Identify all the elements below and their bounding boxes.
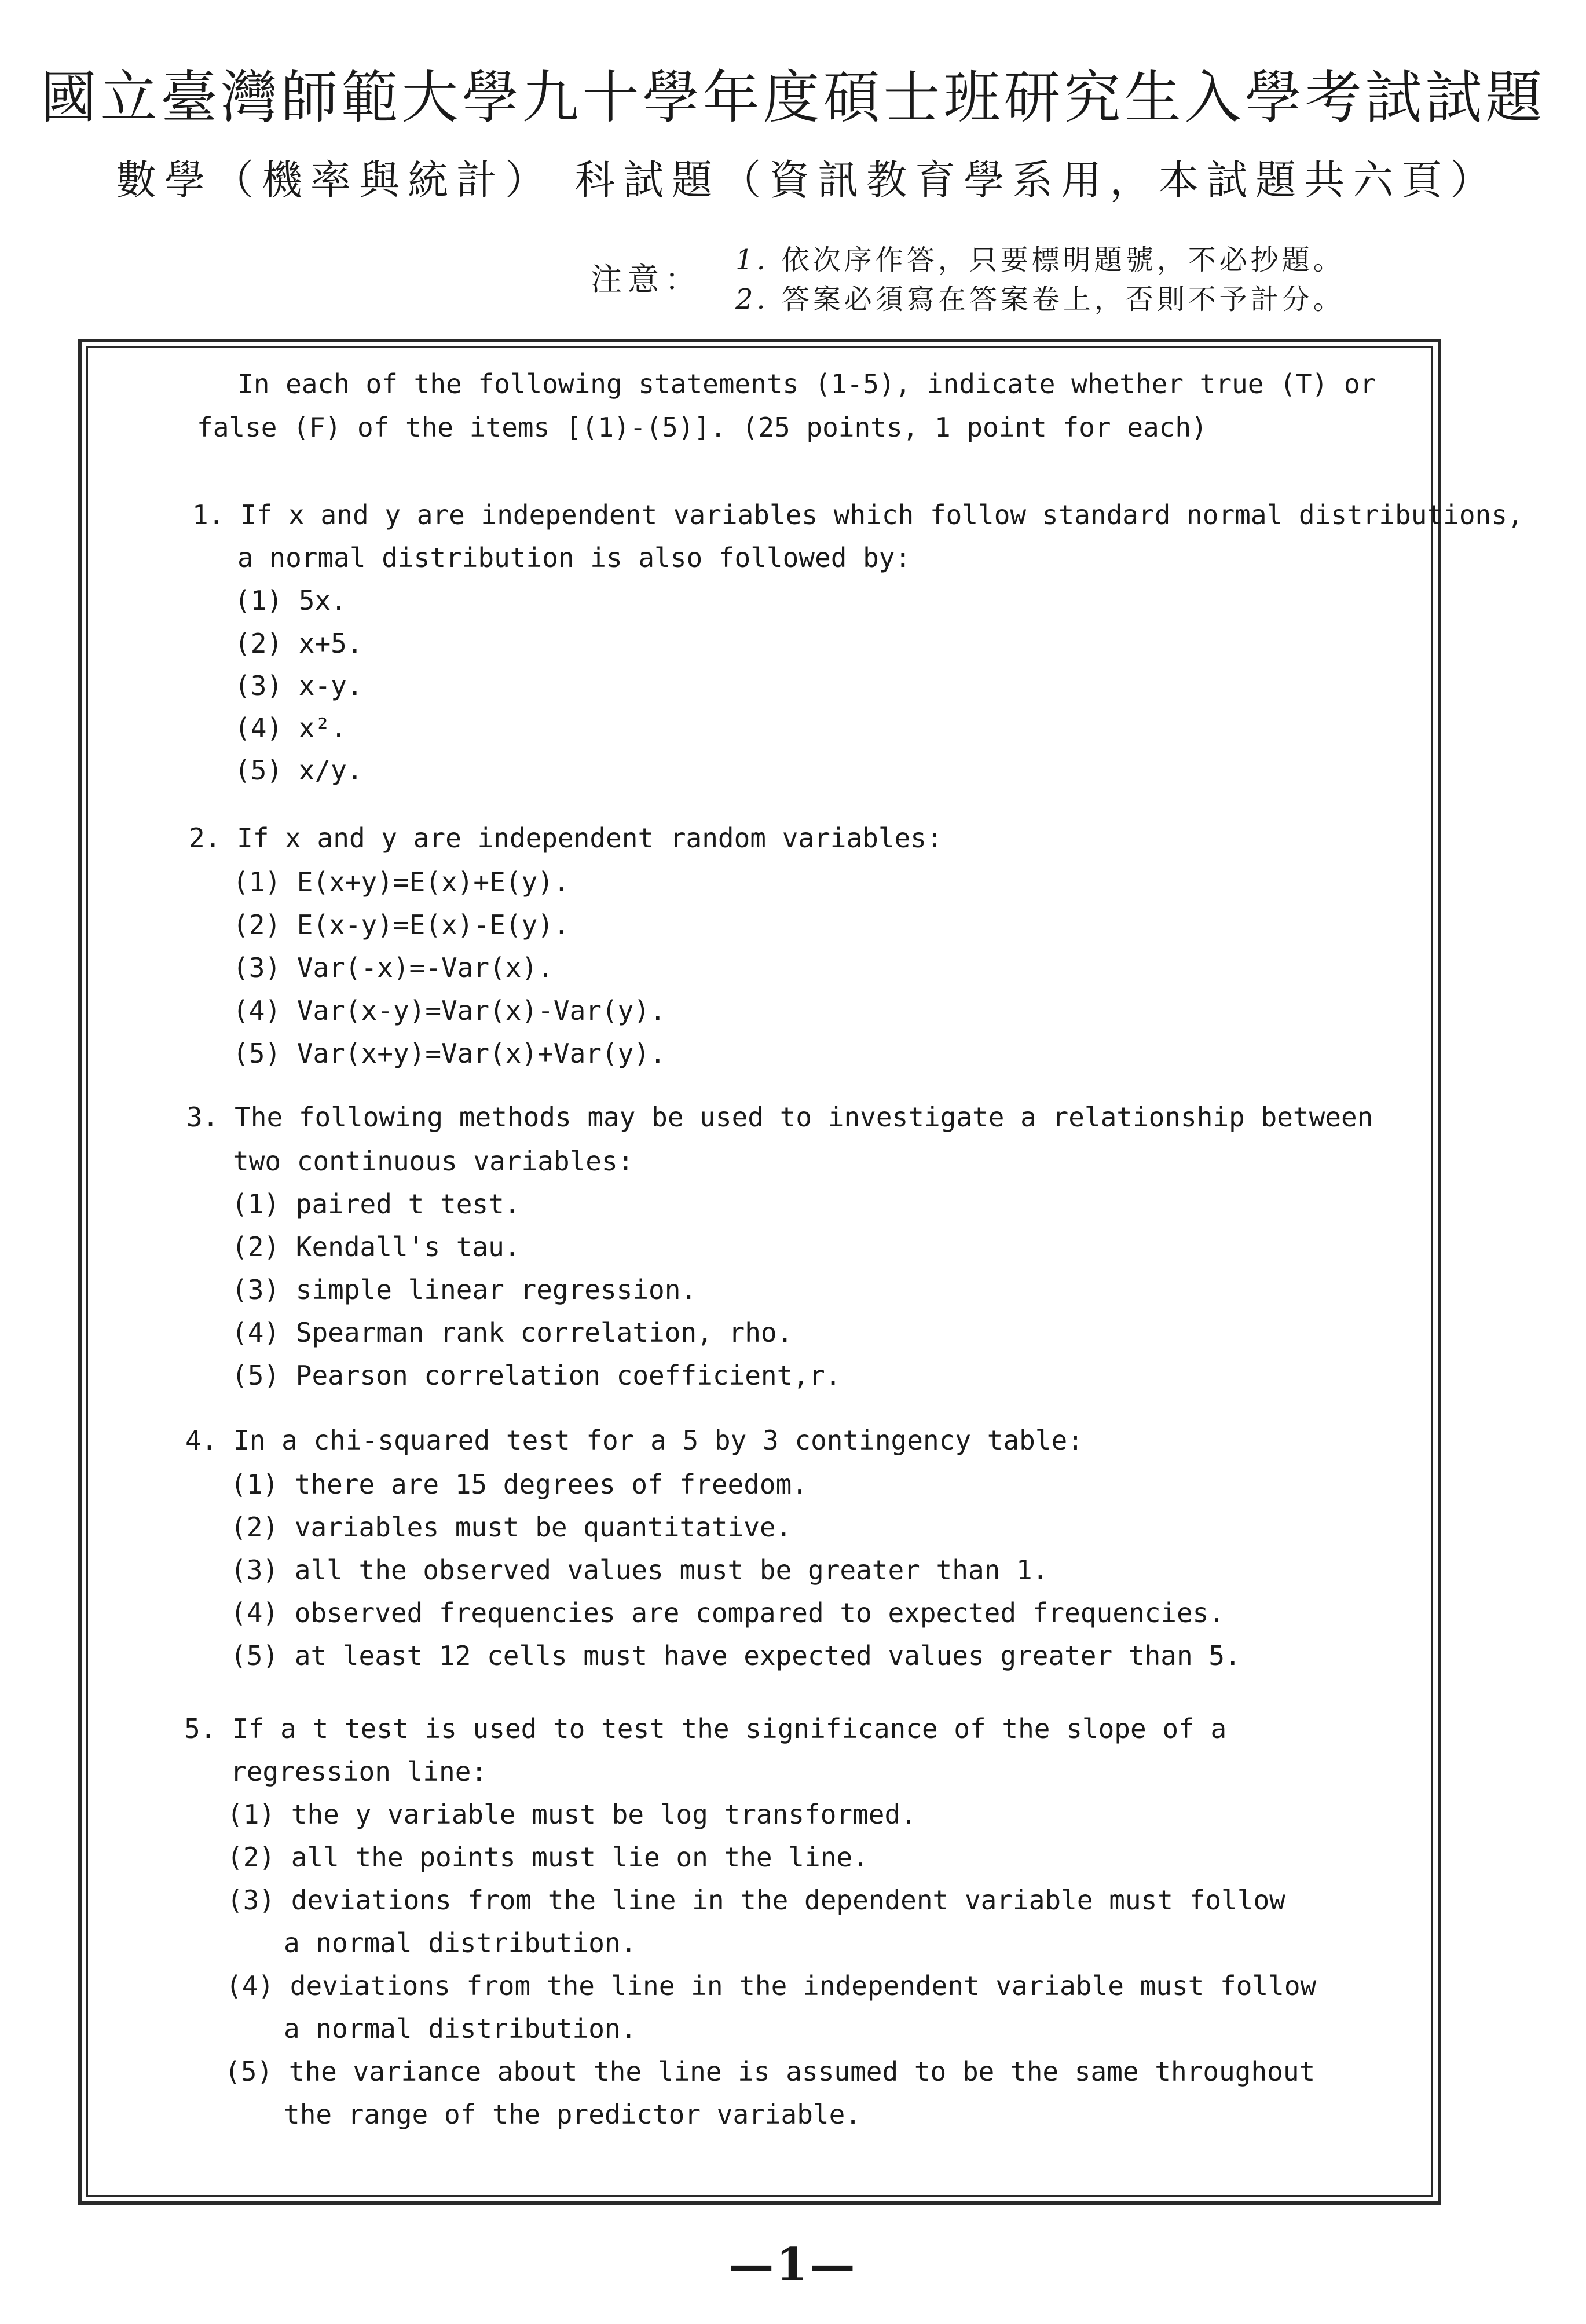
question-2-stem: 2. If x and y are independent random variables:	[189, 822, 943, 854]
question-5-stem: regression line:	[230, 1756, 488, 1787]
question-1-option: (2) x+5.	[235, 628, 363, 659]
question-5-option-continuation: a normal distribution.	[284, 1927, 637, 1959]
notice-item-text: 依次序作答，只要標明題號，不必抄題。	[781, 244, 1345, 276]
question-4-option: (1) there are 15 degrees of freedom.	[230, 1469, 808, 1500]
question-1-option: (1) 5x.	[235, 585, 347, 616]
question-4-stem: 4. In a chi-squared test for a 5 by 3 contingency table:	[185, 1425, 1083, 1456]
question-5-option: (4) deviations from the line in the independent variable must follow	[226, 1970, 1317, 2001]
question-5-option-continuation: a normal distribution.	[284, 2013, 637, 2044]
notice-item	[735, 237, 1345, 277]
question-2-option: (5) Var(x+y)=Var(x)+Var(y).	[233, 1038, 666, 1069]
notice-item-text: 答案必須寫在答案卷上，否則不予計分。	[781, 283, 1345, 316]
question-5-option: (5) the variance about the line is assumed to be the same throughout	[225, 2056, 1316, 2087]
question-1-option: (3) x-y.	[235, 670, 363, 701]
question-2-option: (1) E(x+y)=E(x)+E(y).	[233, 866, 570, 898]
question-5-option-continuation: the range of the predictor variable.	[284, 2099, 861, 2130]
question-3-option: (4) Spearman rank correlation, rho.	[232, 1317, 793, 1348]
question-5-option: (2) all the points must lie on the line.	[227, 1842, 869, 1873]
question-5-stem: 5. If a t test is used to test the significance of the slope of a	[184, 1713, 1227, 1744]
question-3-option: (1) paired t test.	[232, 1188, 521, 1220]
question-2-option: (4) Var(x-y)=Var(x)-Var(y).	[233, 995, 666, 1026]
question-5-option: (1) the y variable must be log transformed.	[227, 1799, 917, 1830]
notice-item-number: 2.	[735, 283, 769, 316]
question-2-option: (2) E(x-y)=E(x)-E(y).	[233, 909, 570, 940]
question-3-stem: 3. The following methods may be used to investigate a relationship between	[186, 1101, 1373, 1133]
question-1-stem: a normal distribution is also followed by:	[237, 542, 911, 573]
notice-label: 注意：	[591, 261, 702, 298]
question-3-option: (2) Kendall's tau.	[232, 1231, 521, 1262]
question-1-stem: 1. If x and y are independent variables which follow standard normal distributions,	[192, 499, 1523, 530]
instructions-line: In each of the following statements (1-5), indicate whether true (T) or	[237, 368, 1376, 400]
question-3-option: (5) Pearson correlation coefficient,r.	[232, 1360, 841, 1391]
question-4-option: (4) observed frequencies are compared to expected frequencies.	[230, 1597, 1225, 1628]
question-1-option: (5) x/y.	[235, 755, 363, 786]
question-4-option: (3) all the observed values must be greater than 1.	[230, 1554, 1049, 1586]
instructions-line: false (F) of the items [(1)-(5)]. (25 points, 1 point for each)	[197, 412, 1207, 443]
question-4-option: (5) at least 12 cells must have expected values greater than 5.	[230, 1640, 1241, 1671]
question-2-option: (3) Var(-x)=-Var(x).	[233, 952, 554, 983]
page-number: —1—	[728, 2238, 858, 2291]
question-3-option: (3) simple linear regression.	[232, 1274, 697, 1305]
question-3-stem: two continuous variables:	[233, 1145, 634, 1177]
notice-item-number: 1.	[735, 244, 769, 276]
exam-title: 國立臺灣師範大學九十學年度碩士班研究生入學考試試題	[40, 65, 1546, 131]
question-4-option: (2) variables must be quantitative.	[230, 1511, 792, 1543]
exam-subtitle: 數學（機率與統計） 科試題（資訊教育學系用，本試題共六頁）	[116, 156, 1499, 204]
question-5-option: (3) deviations from the line in the dependent variable must follow	[227, 1884, 1285, 1916]
notice-item	[735, 277, 1345, 317]
question-1-option: (4) x².	[235, 712, 347, 744]
question-box-inner-frame	[86, 346, 1433, 2197]
